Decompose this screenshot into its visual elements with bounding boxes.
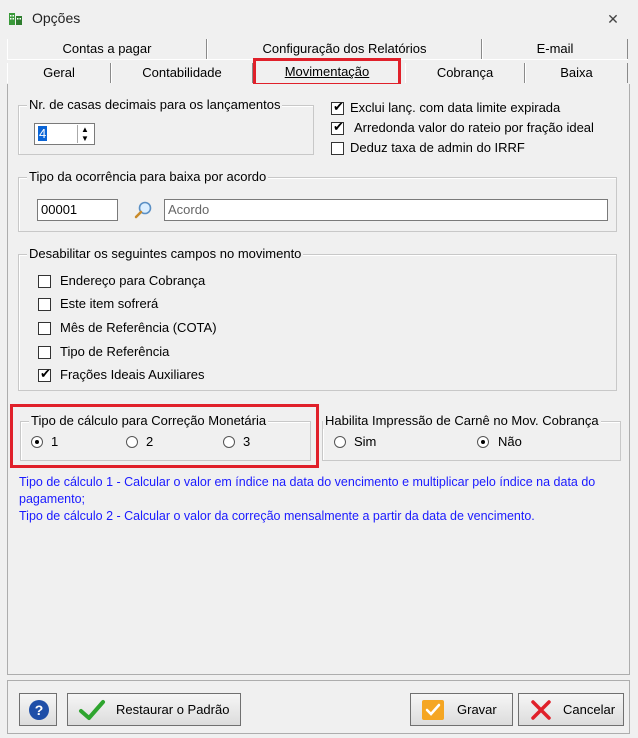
calculo-radio-1[interactable] [31, 436, 43, 448]
ocorrencia-code: 00001 [41, 202, 78, 217]
title-bar [0, 0, 638, 36]
este-item-label: Este item sofrerá [60, 296, 159, 311]
mes-referencia-checkbox[interactable] [38, 322, 51, 335]
tab-label: Movimentação [284, 64, 370, 79]
tab-label: E-mail [536, 41, 574, 56]
save-label: Gravar [457, 702, 497, 717]
este-item-checkbox[interactable] [38, 298, 51, 311]
tab-baixa[interactable] [525, 63, 628, 83]
mes-referencia-label: Mês de Referência (COTA) [60, 320, 217, 335]
tab-movimentacao[interactable] [253, 58, 401, 86]
calculo-radio-2[interactable] [126, 436, 138, 448]
restore-default-button[interactable] [67, 693, 241, 726]
restore-default-label: Restaurar o Padrão [116, 702, 230, 717]
spinner-arrows[interactable] [77, 125, 92, 143]
calculo-title: Tipo de cálculo para Correção Monetária [31, 413, 267, 428]
arredonda-label: Arredonda valor do rateio por fração ideal [354, 120, 594, 135]
help-button[interactable] [19, 693, 57, 726]
info-line-1: Tipo de cálculo 1 - Calcular o valor em índice na data do vencimento e multiplicar pelo índice na data do pagamento; [19, 475, 596, 506]
info-text [19, 474, 624, 525]
endereco-cobranca-label: Endereço para Cobrança [60, 273, 206, 288]
cancel-label: Cancelar [563, 702, 616, 717]
help-icon [28, 699, 50, 721]
check-icon: ✔ [333, 99, 344, 114]
radio-dot [481, 440, 485, 444]
carne-radio-sim[interactable] [334, 436, 346, 448]
info-line-2: Tipo de cálculo 2 - Calcular o valor da correção mensalmente a partir da data de vencimento. [19, 509, 535, 523]
deduz-taxa-label: Deduz taxa de admin do IRRF [350, 140, 525, 155]
carne-option-sim: Sim [354, 434, 377, 449]
save-icon [421, 699, 445, 721]
exclui-lanc-checkbox[interactable] [331, 99, 344, 115]
check-icon: ✔ [333, 119, 344, 134]
tab-contabilidade[interactable] [111, 63, 253, 83]
tab-configuracao-relatorios[interactable] [207, 39, 482, 59]
tab-label: Configuração dos Relatórios [262, 41, 427, 56]
exclui-lanc-label: Exclui lanç. com data limite expirada [350, 100, 561, 115]
fracoes-ideais-label: Frações Ideais Auxiliares [60, 367, 205, 382]
calculo-option-1: 1 [51, 434, 59, 449]
ocorrencia-description-field [164, 199, 608, 221]
checkmark-icon [78, 699, 106, 721]
save-button[interactable] [410, 693, 513, 726]
cancel-icon [529, 699, 553, 721]
tab-email[interactable] [482, 39, 628, 59]
decimais-value: 4 [39, 126, 47, 141]
endereco-cobranca-checkbox[interactable] [38, 275, 51, 288]
tab-contas-a-pagar[interactable] [7, 39, 207, 59]
tab-label: Geral [43, 65, 75, 80]
chevron-up-icon[interactable]: ▲ [81, 125, 89, 134]
desabilitar-title: Desabilitar os seguintes campos no movimento [29, 246, 302, 261]
tab-label: Baixa [560, 65, 593, 80]
building-icon [8, 10, 24, 26]
ocorrencia-description: Acordo [168, 202, 210, 217]
tab-cobranca[interactable] [405, 63, 525, 83]
radio-dot [35, 440, 39, 444]
cancel-button[interactable] [518, 693, 624, 726]
tab-label: Contabilidade [142, 65, 222, 80]
carne-title: Habilita Impressão de Carnê no Mov. Cobrança [325, 413, 599, 428]
carne-radio-nao[interactable] [477, 436, 489, 448]
tab-label: Cobrança [436, 65, 494, 80]
deduz-taxa-checkbox[interactable] [331, 142, 344, 155]
check-icon: ✔ [40, 366, 51, 381]
decimais-title: Nr. de casas decimais para os lançamentos [29, 97, 281, 112]
decimais-spinner[interactable] [34, 123, 95, 145]
tab-geral[interactable] [7, 63, 111, 83]
ocorrencia-code-input[interactable] [37, 199, 118, 221]
arredonda-checkbox[interactable] [331, 119, 344, 135]
tipo-referencia-checkbox[interactable] [38, 346, 51, 359]
svg-text:?: ? [34, 702, 44, 718]
search-icon[interactable] [134, 200, 154, 220]
ocorrencia-title: Tipo da ocorrência para baixa por acordo [29, 169, 267, 184]
chevron-down-icon[interactable]: ▼ [81, 134, 89, 143]
calculo-option-2: 2 [146, 434, 154, 449]
calculo-group [20, 413, 311, 461]
close-button[interactable] [600, 8, 626, 30]
calculo-option-3: 3 [243, 434, 251, 449]
window-title: Opções [32, 10, 81, 26]
carne-option-nao: Não [498, 434, 522, 449]
fracoes-ideais-checkbox[interactable] [38, 366, 51, 382]
tab-label: Contas a pagar [62, 41, 152, 56]
close-icon: ✕ [607, 11, 619, 27]
tipo-referencia-label: Tipo de Referência [60, 344, 170, 359]
calculo-radio-3[interactable] [223, 436, 235, 448]
